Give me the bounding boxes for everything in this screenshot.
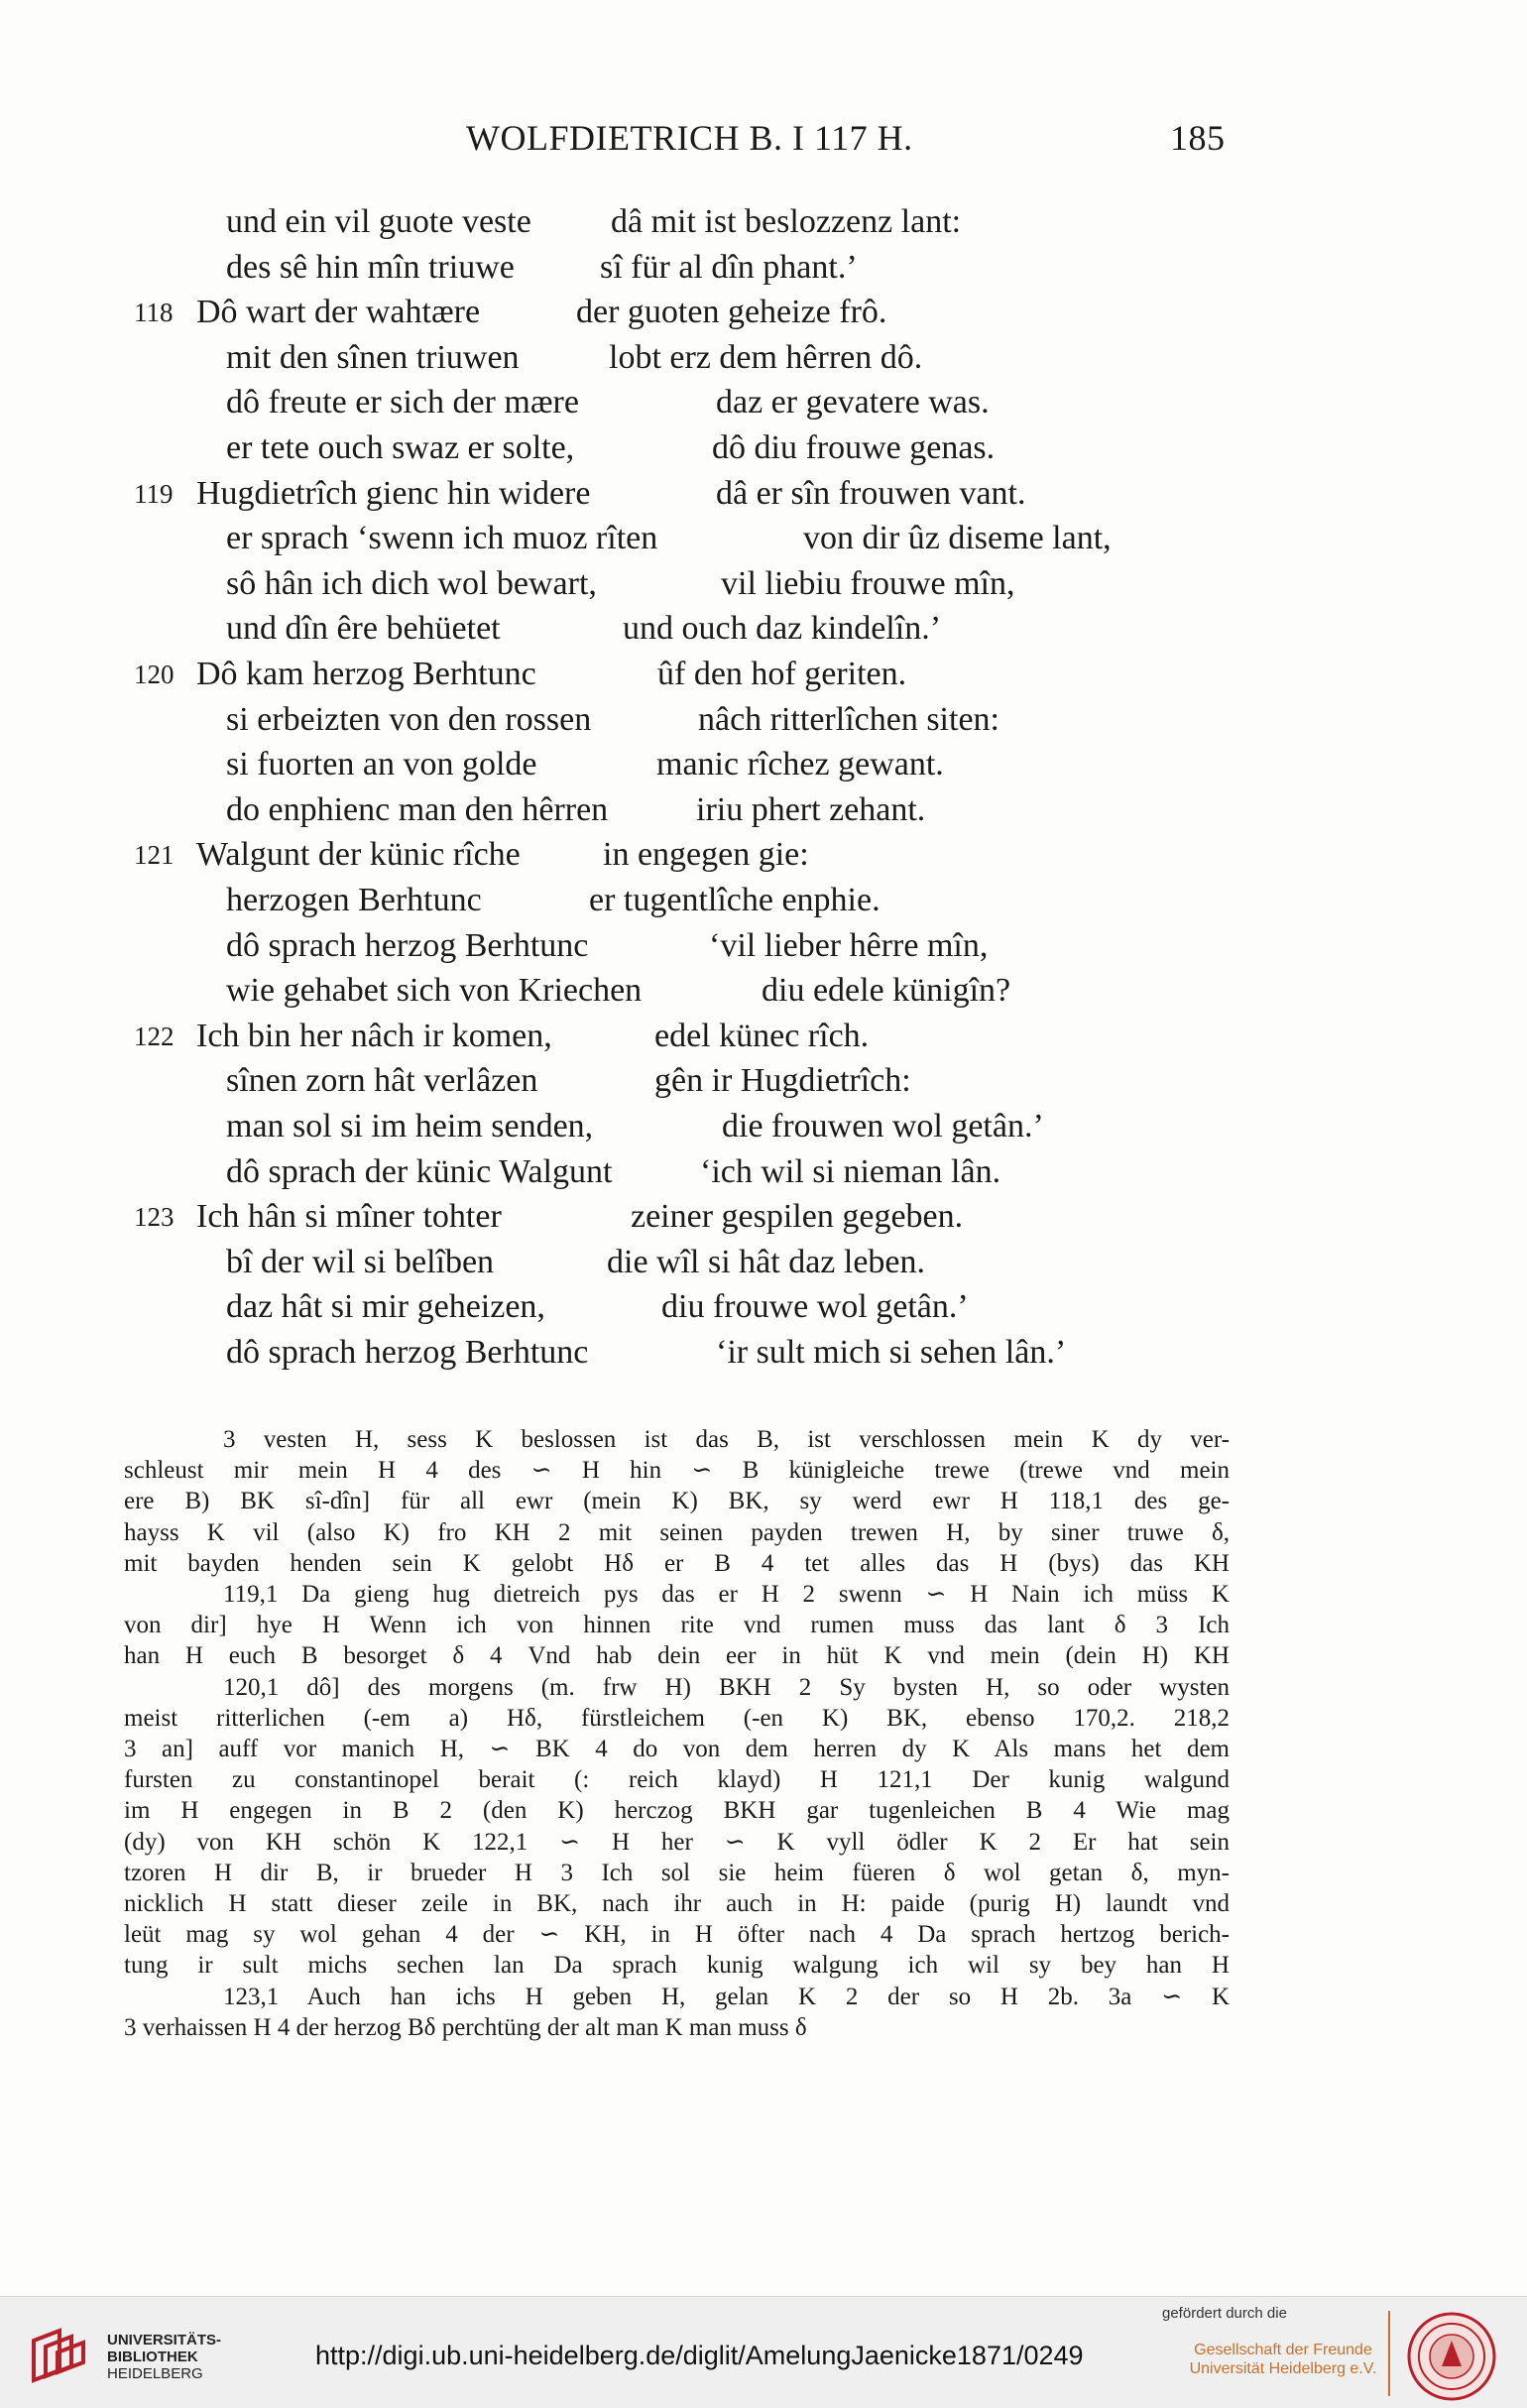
verse-first-half: und ein vil guote veste (226, 203, 531, 240)
verse-second-half: der guoten geheize frô. (576, 294, 887, 331)
verse-line (0, 294, 1527, 338)
verse-second-half: ‘ir sult mich si sehen lân.’ (716, 1334, 1067, 1371)
apparatus-line: mit bayden henden sein K gelobt Hδ er B 4 tet alles das H (bys) das KH (124, 1549, 1230, 1577)
apparatus-line: tung ir sult michs sechen lan Da sprach kunig walgung ich wil sy bey han H (124, 1952, 1230, 1980)
verse-first-half: herzogen Berhtunc (226, 882, 482, 918)
verse-first-half: si erbeizten von den rossen (226, 700, 592, 738)
verse-second-half: ‘ich wil si nieman lân. (700, 1152, 1001, 1190)
page-number: 185 (1170, 118, 1226, 158)
apparatus-line: von dir] hye H Wenn ich von hinnen rite vnd rumen muss das lant δ 3 Ich (124, 1612, 1230, 1639)
apparatus-line: meist ritterlichen (-em a) Hδ, fürstleichem (-en K) BK, ebenso 170,2. 218,2 (124, 1704, 1230, 1732)
apparatus-line: 123,1 Auch han ichs H geben H, gelan K 2 der so H 2b. 3a ∽ K (223, 1983, 1230, 2010)
strophe-number: 120 (134, 660, 175, 689)
verse-line (0, 1244, 1527, 1288)
verse-second-half: sî für al dîn phant.’ (600, 248, 858, 286)
verse-first-half: dô sprach herzog Berhtunc (226, 1334, 589, 1371)
verse-first-half: Ich bin her nâch ir komen, (196, 1017, 552, 1054)
apparatus-line: 119,1 Da gieng hug dietreich pys das er H 2 swenn ∽ H Nain ich müss K (223, 1581, 1230, 1608)
verse-second-half: iriu phert zehant. (696, 790, 926, 828)
verse-first-half: Walgunt der künic rîche (196, 836, 521, 874)
verse-line (0, 520, 1527, 564)
verse-second-half: dâ mit ist beslozzenz lant: (611, 203, 962, 240)
verse-first-half: er sprach ‘swenn ich muoz rîten (226, 520, 658, 557)
verse-second-half: diu frouwe wol getân.’ (661, 1288, 969, 1326)
apparatus-line: hayss K vil (also K) fro KH 2 mit seinen payden trewen H, by siner truwe δ, (124, 1518, 1230, 1546)
verse-second-half: lobt erz dem hêrren dô. (609, 338, 923, 376)
apparatus-line: nicklich H statt dieser zeile in BK, nach ihr auch in H: paide (purig H) laundt vnd (124, 1890, 1230, 1917)
library-name-line1: UNIVERSITÄTS- (107, 2332, 222, 2348)
apparatus-line: ere B) BK sî-dîn] für all ewr (mein K) BK, sy werd ewr H 118,1 des ge- (124, 1488, 1230, 1515)
verse-first-half: dô sprach der künic Walgunt (226, 1152, 613, 1190)
verse-second-half: und ouch daz kindelîn.’ (623, 610, 942, 648)
verse-second-half: manic rîchez gewant. (656, 746, 944, 783)
society-line2: Universität Heidelberg e.V. (1189, 2360, 1377, 2377)
university-seal-icon (1406, 2311, 1497, 2402)
apparatus-line: 3 verhaissen H 4 der herzog Bδ perchtüng der alt man K man muss δ (124, 2013, 807, 2041)
verse-line (0, 1018, 1527, 1062)
strophe-number: 123 (134, 1202, 175, 1233)
verse-second-half: vil liebiu frouwe mîn, (721, 564, 1015, 602)
verse-first-half: mit den sînen triuwen (226, 338, 520, 376)
strophe-number: 122 (134, 1021, 175, 1051)
verse-second-half: die wîl si hât daz leben. (607, 1243, 926, 1280)
verse-first-half: bî der wil si belîben (226, 1243, 495, 1280)
library-name (107, 2332, 221, 2382)
verse-first-half: dô freute er sich der mære (226, 384, 579, 421)
verse-first-half: und dîn êre behüetet (226, 610, 501, 648)
society-line1: Gesellschaft der Freunde (1194, 2342, 1372, 2358)
apparatus-line: 120,1 dô] des morgens (m. frw H) BKH 2 Sy bysten H, so oder wysten (223, 1673, 1230, 1701)
verse-line (0, 1288, 1527, 1333)
verse-first-half: Ich hân si mîner tohter (196, 1198, 502, 1236)
verse-line (0, 565, 1527, 610)
verse-second-half: edel künec rîch. (654, 1017, 870, 1054)
verse-line (0, 836, 1527, 881)
digital-library-footer (0, 2296, 1527, 2408)
verse-first-half: sô hân ich dich wol bewart, (226, 564, 597, 602)
verse-line (0, 384, 1527, 428)
permalink-url[interactable]: http://digi.ub.uni-heidelberg.de/diglit/AmelungJaenicke1871/0249 (315, 2341, 1084, 2370)
verse-first-half: man sol si im heim senden, (226, 1108, 594, 1144)
sponsor-society (1186, 2341, 1380, 2378)
verse-second-half: zeiner gespilen gegeben. (631, 1198, 964, 1236)
apparatus-line: (dy) von KH schön K 122,1 ∽ H her ∽ K vyll ödler K 2 Er hat sein (124, 1828, 1230, 1856)
verse-line (0, 429, 1527, 474)
verse-line (0, 972, 1527, 1017)
apparatus-line: 3 an] auff vor manich H, ∽ BK 4 do von dem herren dy K Als mans het dem (124, 1736, 1230, 1762)
apparatus-line: schleust mir mein H 4 des ∽ H hin ∽ B künigleiche trewe (trewe vnd mein (124, 1457, 1230, 1485)
verse-second-half: dô diu frouwe genas. (712, 429, 996, 466)
verse-line (0, 1198, 1527, 1243)
verse-line (0, 1062, 1527, 1107)
verse-second-half: ‘vil lieber hêrre mîn, (709, 926, 989, 964)
verse-line (0, 475, 1527, 520)
verse-line (0, 791, 1527, 836)
verse-first-half: Dô wart der wahtære (196, 294, 481, 331)
verse-first-half: si fuorten an von golde (226, 746, 537, 783)
verse-second-half: diu edele künigîn? (762, 972, 1011, 1010)
university-library-logo-icon (30, 2327, 91, 2384)
verse-second-half: in engegen gie: (603, 836, 809, 874)
verse-line (0, 339, 1527, 384)
strophe-number: 118 (134, 298, 174, 328)
verse-line (0, 1108, 1527, 1152)
apparatus-line: im H engegen in B 2 (den K) herczog BKH gar tugenleichen B 4 Wie mag (124, 1797, 1230, 1825)
verse-first-half: des sê hin mîn triuwe (226, 248, 515, 286)
verse-second-half: er tugentlîche enphie. (589, 882, 881, 918)
verse-line (0, 1334, 1527, 1379)
verse-line (0, 701, 1527, 746)
verse-second-half: nâch ritterlîchen siten: (698, 700, 999, 738)
library-name-line3: HEIDELBERG (107, 2365, 203, 2382)
verse-second-half: daz er gevatere was. (716, 384, 990, 421)
verse-second-half: gên ir Hugdietrîch: (654, 1062, 911, 1100)
verse-second-half: ûf den hof geriten. (657, 656, 907, 692)
footer-divider (1388, 2311, 1390, 2396)
verse-first-half: daz hât si mir geheizen, (226, 1288, 545, 1326)
running-title: WOLFDIETRICH B. I 117 H. (466, 118, 913, 158)
verse-line (0, 249, 1527, 294)
strophe-number: 119 (134, 478, 174, 509)
verse-first-half: Hugdietrîch gienc hin widere (196, 474, 591, 512)
verse-second-half: dâ er sîn frouwen vant. (716, 474, 1026, 512)
verse-first-half: er tete ouch swaz er solte, (226, 429, 575, 466)
verse-line (0, 656, 1527, 700)
verse-line (0, 927, 1527, 972)
apparatus-line: tzoren H dir B, ir brueder H 3 Ich sol sie heim füeren δ wol getan δ, myn- (124, 1859, 1230, 1886)
verse-line (0, 610, 1527, 655)
verse-first-half: Dô kam herzog Berhtunc (196, 656, 536, 692)
apparatus-line: 3 vesten H, sess K beslossen ist das B, ist verschlossen mein K dy ver- (223, 1426, 1230, 1453)
verse-first-half: do enphienc man den hêrren (226, 790, 609, 828)
verse-first-half: sînen zorn hât verlâzen (226, 1062, 538, 1100)
verse-first-half: wie gehabet sich von Kriechen (226, 972, 643, 1010)
apparatus-line: fursten zu constantinopel berait (: reich klayd) H 121,1 Der kunig walgund (124, 1766, 1230, 1794)
verse-line (0, 203, 1527, 248)
apparatus-line: han H euch B besorget δ 4 Vnd hab dein eer in hüt K vnd mein (dein H) KH (124, 1642, 1230, 1670)
verse-second-half: die frouwen wol getân.’ (722, 1108, 1044, 1144)
apparatus-line: leüt mag sy wol gehan 4 der ∽ KH, in H öfter nach 4 Da sprach hertzog berich- (124, 1921, 1230, 1949)
strophe-number: 121 (134, 840, 175, 871)
sponsor-label: gefördert durch die (1162, 2305, 1287, 2322)
verse-line (0, 1153, 1527, 1198)
verse-second-half: von dir ûz diseme lant, (803, 520, 1112, 557)
verse-line (0, 746, 1527, 790)
verse-first-half: dô sprach herzog Berhtunc (226, 926, 589, 964)
library-name-line2: BIBLIOTHEK (107, 2348, 198, 2365)
verse-line (0, 882, 1527, 926)
